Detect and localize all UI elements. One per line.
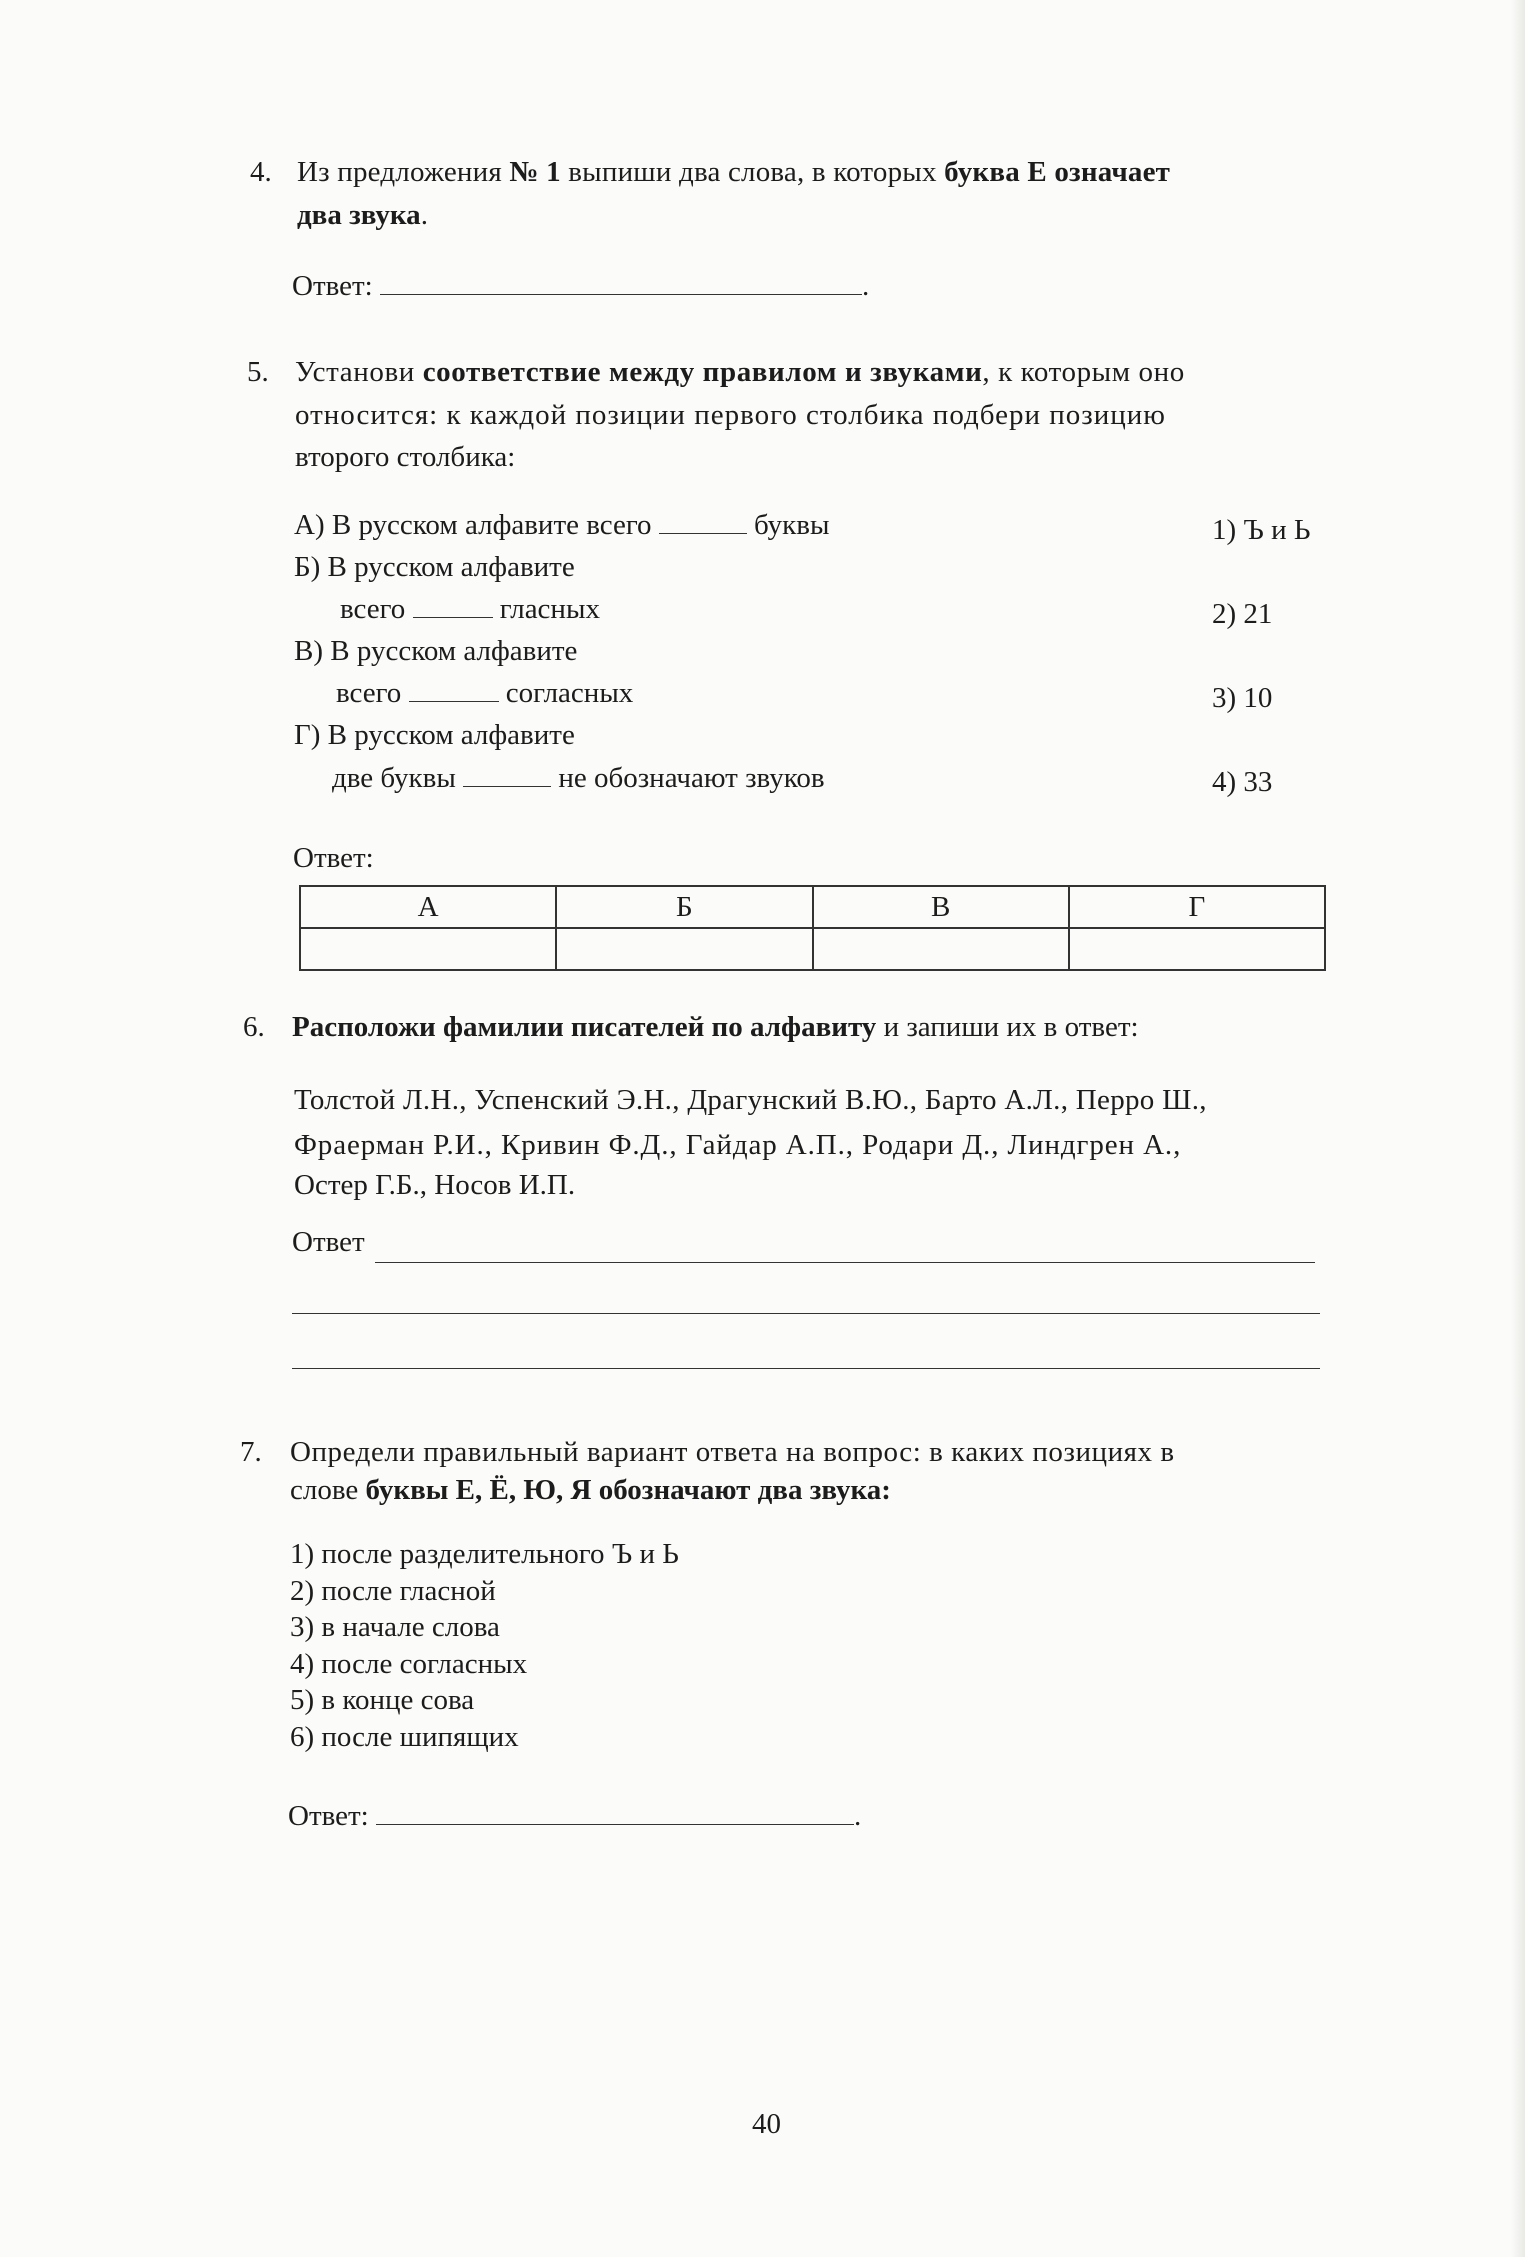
q5-item-d-line2: две буквы не обозначают звуков (332, 762, 825, 794)
q6-answer-line-1[interactable] (375, 1262, 1315, 1263)
q7-options-list (290, 1536, 679, 1755)
q5-item-b-line1: Б) В русском алфавите (294, 551, 575, 583)
q7-answer-field[interactable] (376, 1800, 854, 1825)
q5-item-a: А) В русском алфавите всего буквы (294, 509, 830, 541)
q4-line2: два звука. (297, 199, 428, 231)
q5-blank-a[interactable] (659, 507, 747, 534)
q6-answer-line-3[interactable] (292, 1368, 1320, 1369)
table-cell-a[interactable] (300, 928, 556, 970)
q6-names-line2: Фраерман Р.И., Кривин Ф.Д., Гайдар А.П., Родари Д., Линдгрен А., (294, 1129, 1182, 1161)
q5-option-1: 1) Ъ и Ь (1212, 514, 1311, 546)
q5-line3: второго столбика: (295, 441, 516, 473)
q7-line1: Определи правильный вариант ответа на вопрос: в каких позициях в (290, 1436, 1175, 1468)
q6-answer-line-2[interactable] (292, 1313, 1320, 1314)
q5-blank-b[interactable] (413, 591, 493, 618)
q5-blank-c[interactable] (409, 675, 499, 702)
table-header-b: Б (556, 886, 812, 928)
q6-names-line3: Остер Г.Б., Носов И.П. (294, 1169, 576, 1201)
q7-option: 6) после шипящих (290, 1720, 519, 1753)
q4-line1: Из предложения № 1 выпиши два слова, в которых буква Е означает (297, 156, 1171, 188)
q7-answer: Ответ: . (288, 1800, 862, 1832)
page-edge-shadow (1511, 0, 1525, 2257)
q5-number: 5. (247, 356, 269, 388)
table-cell-v[interactable] (813, 928, 1069, 970)
q6-number: 6. (243, 1011, 265, 1043)
q5-item-c-line1: В) В русском алфавите (294, 635, 578, 667)
q5-answer-label: Ответ: (293, 842, 374, 874)
q5-answer-table (299, 885, 1326, 971)
table-header-v: В (813, 886, 1069, 928)
q7-option: 5) в конце сова (290, 1684, 475, 1716)
q7-number: 7. (240, 1436, 262, 1468)
q7-option: 2) после гласной (290, 1574, 496, 1607)
q7-option: 1) после разделительного Ъ и Ь (290, 1538, 679, 1570)
q4-answer-field[interactable] (380, 270, 862, 295)
table-header-g: Г (1069, 886, 1325, 928)
table-cell-g[interactable] (1069, 928, 1325, 970)
q5-item-d-line1: Г) В русском алфавите (294, 719, 575, 751)
q6-names-line1: Толстой Л.Н., Успенский Э.Н., Драгунский В.Ю., Барто А.Л., Перро Ш., (294, 1084, 1207, 1116)
q5-line1: Установи соответствие между правилом и звуками, к которым оно (295, 356, 1185, 388)
table-header-a: А (300, 886, 556, 928)
q5-option-3: 3) 10 (1212, 682, 1273, 714)
table-cell-b[interactable] (556, 928, 812, 970)
q5-line2: относится: к каждой позиции первого столбика подбери позицию (295, 399, 1166, 431)
q5-item-c-line2: всего согласных (336, 677, 634, 709)
q7-line2: слове буквы Е, Ё, Ю, Я обозначают два звука: (290, 1474, 891, 1506)
q5-option-2: 2) 21 (1212, 598, 1273, 630)
q6-title: Расположи фамилии писателей по алфавиту и запиши их в ответ: (292, 1011, 1139, 1043)
q4-number: 4. (250, 156, 272, 188)
q4-answer: Ответ: . (292, 270, 870, 302)
q7-option: 4) после согласных (290, 1647, 528, 1680)
q5-item-b-line2: всего гласных (340, 593, 600, 625)
q5-option-4: 4) 33 (1212, 766, 1273, 798)
q5-blank-d[interactable] (463, 760, 551, 787)
page-number: 40 (752, 2108, 781, 2140)
q7-option: 3) в начале слова (290, 1611, 500, 1643)
q6-answer-label: Ответ (292, 1226, 365, 1258)
